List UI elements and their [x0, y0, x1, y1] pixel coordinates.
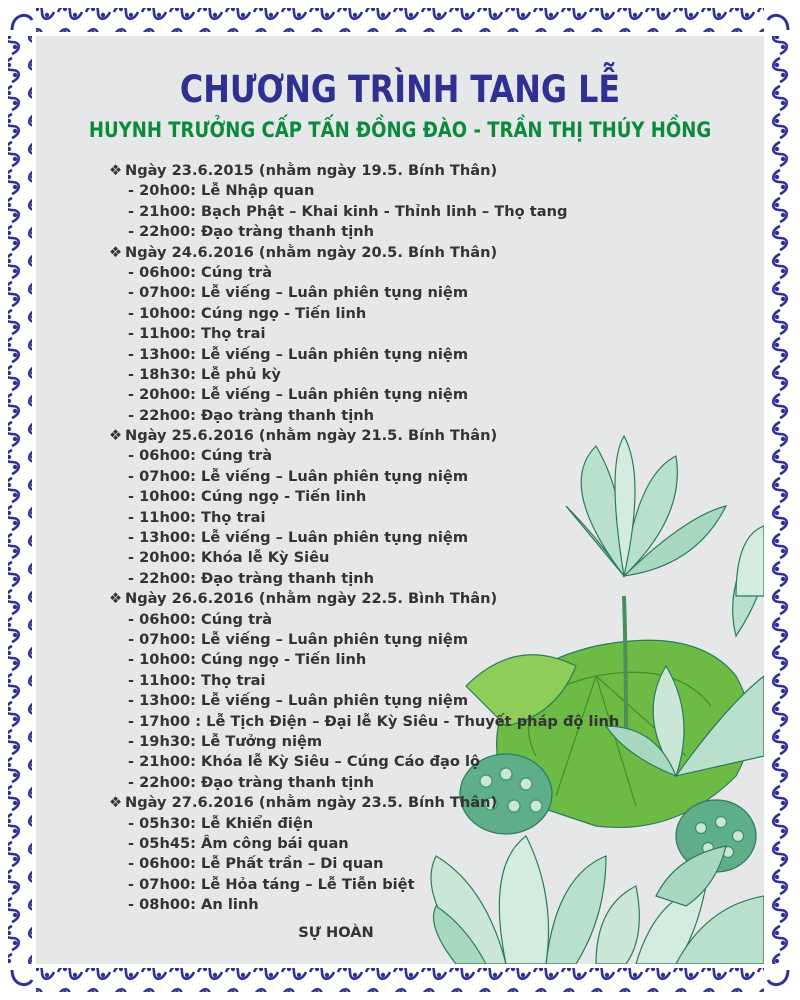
event-item: - 19h30: Lễ Tưởng niệm	[128, 732, 323, 750]
day-header	[109, 426, 669, 446]
schedule-day	[109, 589, 669, 793]
event-item: - 08h00: An linh	[128, 896, 259, 914]
day-header	[109, 243, 669, 263]
page-subtitle: HUYNH TRƯỞNG CẤP TẤN ĐỒNG ĐÀO - TRẦN THỊ THÚY HỒNG	[88, 118, 712, 142]
event-item: - 22h00: Đạo tràng thanh tịnh	[128, 223, 375, 241]
day-header-text: Ngày 24.6.2016 (nhằm ngày 20.5. Bính Thân)	[125, 243, 498, 261]
event-item: - 10h00: Cúng ngọ - Tiến linh	[128, 304, 367, 322]
event-item: - 06h00: Cúng trà	[128, 263, 273, 281]
content-panel	[36, 36, 764, 964]
event-item: - 20h00: Khóa lễ Kỳ Siêu	[128, 549, 330, 567]
event-item: - 07h00: Lễ viếng – Luân phiên tụng niệm	[128, 630, 469, 648]
diamond-bullet-icon: ❖	[109, 794, 123, 812]
closing-text: SỰ HOÀN	[298, 924, 374, 941]
event-item: - 06h00: Cúng trà	[128, 447, 273, 465]
event-item: - 22h00: Đạo tràng thanh tịnh	[128, 773, 375, 791]
event-item: - 22h00: Đạo tràng thanh tịnh	[128, 569, 375, 587]
schedule-day	[109, 793, 669, 915]
event-item: - 06h00: Cúng trà	[128, 610, 273, 628]
event-item: - 13h00: Lễ viếng – Luân phiên tụng niệm	[128, 345, 469, 363]
event-item: - 21h00: Khóa lễ Kỳ Siêu – Cúng Cáo đạo lộ	[128, 753, 480, 771]
event-item: - 05h30: Lễ Khiển điện	[128, 814, 314, 832]
event-item: - 06h00: Lễ Phất trần – Di quan	[128, 855, 384, 873]
schedule-day	[109, 426, 669, 589]
event-item: - 11h00: Thọ trai	[128, 325, 266, 343]
diamond-bullet-icon: ❖	[109, 590, 123, 608]
event-item: - 07h00: Lễ viếng – Luân phiên tụng niệm	[128, 284, 469, 302]
event-item: - 13h00: Lễ viếng – Luân phiên tụng niệm	[128, 529, 469, 547]
event-item: - 18h30: Lễ phủ kỳ	[128, 365, 281, 383]
event-item: - 07h00: Lễ viếng – Luân phiên tụng niệm	[128, 467, 469, 485]
diamond-bullet-icon: ❖	[109, 162, 123, 179]
event-item: - 13h00: Lễ viếng – Luân phiên tụng niệm	[128, 692, 469, 710]
event-item: - 11h00: Thọ trai	[128, 671, 266, 689]
event-item: - 10h00: Cúng ngọ - Tiến linh	[128, 488, 367, 506]
day-header-text: Ngày 23.6.2015 (nhằm ngày 19.5. Bính Thân)	[125, 162, 498, 179]
event-item: - 21h00: Bạch Phật – Khai kinh - Thỉnh linh – Thọ tang	[128, 202, 568, 220]
diamond-bullet-icon: ❖	[109, 427, 123, 445]
event-item: - 05h45: Âm công bái quan	[128, 834, 349, 852]
day-header	[109, 793, 669, 813]
event-item: - 10h00: Cúng ngọ - Tiến linh	[128, 651, 367, 669]
page-title: CHƯƠNG TRÌNH TANG LỄ	[179, 68, 621, 111]
diamond-bullet-icon: ❖	[109, 243, 123, 261]
day-header-text: Ngày 26.6.2016 (nhằm ngày 22.5. Bình Thân)	[125, 590, 498, 608]
schedule-day	[109, 161, 669, 243]
schedule-day	[109, 243, 669, 427]
event-item: - 20h00: Lễ Nhập quan	[128, 182, 315, 200]
day-header	[109, 161, 669, 181]
day-header-text: Ngày 25.6.2016 (nhằm ngày 21.5. Bính Thân)	[125, 427, 498, 445]
event-item: - 17h00 : Lễ Tịch Điện – Đại lễ Kỳ Siêu - Thuyết pháp độ linh	[128, 712, 620, 730]
schedule-list	[109, 161, 669, 915]
event-item: - 07h00: Lễ Hỏa táng – Lễ Tiễn biệt	[128, 875, 415, 893]
day-header	[109, 589, 669, 609]
event-item: - 20h00: Lễ viếng – Luân phiên tụng niệm	[128, 386, 469, 404]
event-item: - 11h00: Thọ trai	[128, 508, 266, 526]
day-header-text: Ngày 27.6.2016 (nhằm ngày 23.5. Bính Thân)	[125, 794, 498, 812]
event-item: - 22h00: Đạo tràng thanh tịnh	[128, 406, 375, 424]
